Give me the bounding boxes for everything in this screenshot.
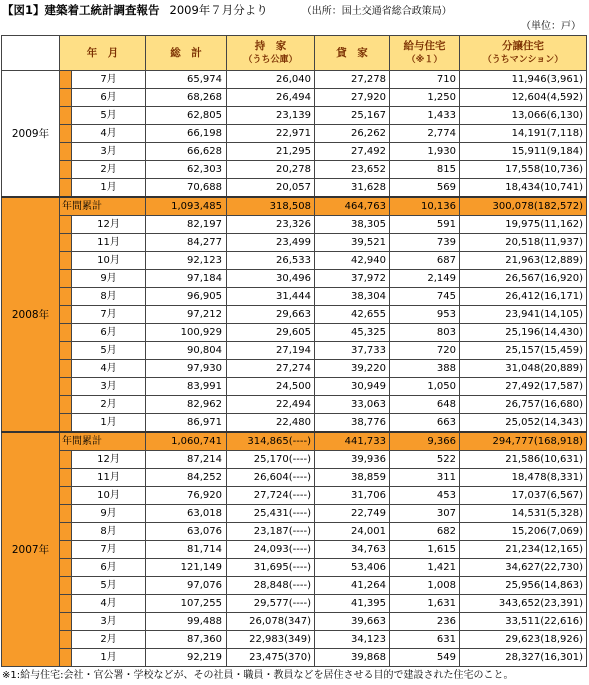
table-row bbox=[2, 396, 587, 414]
total-cell: 82,197 bbox=[146, 216, 227, 234]
rental-cell: 34,763 bbox=[315, 541, 390, 559]
sale-cell: 300,078(182,572) bbox=[460, 197, 587, 216]
owned-cell: 23,475(370) bbox=[227, 649, 315, 667]
month-cell: 9月 bbox=[72, 505, 146, 523]
company-cell: 687 bbox=[390, 252, 460, 270]
rental-cell: 37,972 bbox=[315, 270, 390, 288]
company-cell: 631 bbox=[390, 631, 460, 649]
header-total: 総 計 bbox=[146, 36, 227, 71]
rental-cell: 33,063 bbox=[315, 396, 390, 414]
owned-cell: 28,848(----) bbox=[227, 577, 315, 595]
table-header-row bbox=[2, 36, 587, 71]
month-cell: 3月 bbox=[72, 143, 146, 161]
footnote: ※1:給与住宅:会社・官公署・学校などが、その社員・職員・教員などを居住させる目的で建設された住宅のこと。 bbox=[2, 670, 514, 681]
sale-cell: 33,511(22,616) bbox=[460, 613, 587, 631]
sale-cell: 25,052(14,343) bbox=[460, 414, 587, 433]
month-cell: 1月 bbox=[72, 649, 146, 667]
company-cell: 720 bbox=[390, 342, 460, 360]
owned-cell: 29,605 bbox=[227, 324, 315, 342]
month-cell: 2月 bbox=[72, 631, 146, 649]
table-row bbox=[2, 71, 587, 89]
rental-cell: 34,123 bbox=[315, 631, 390, 649]
rental-cell: 41,264 bbox=[315, 577, 390, 595]
sale-cell: 18,434(10,741) bbox=[460, 179, 587, 198]
month-cell: 4月 bbox=[72, 360, 146, 378]
rental-cell: 22,749 bbox=[315, 505, 390, 523]
company-cell: 803 bbox=[390, 324, 460, 342]
header-corner bbox=[2, 36, 60, 71]
company-cell: 1,421 bbox=[390, 559, 460, 577]
total-cell: 97,184 bbox=[146, 270, 227, 288]
sale-cell: 21,963(12,889) bbox=[460, 252, 587, 270]
rental-cell: 39,663 bbox=[315, 613, 390, 631]
rental-cell: 42,655 bbox=[315, 306, 390, 324]
owned-cell: 26,078(347) bbox=[227, 613, 315, 631]
sale-cell: 18,478(8,331) bbox=[460, 469, 587, 487]
sale-cell: 25,157(15,459) bbox=[460, 342, 587, 360]
group-stripe bbox=[60, 559, 72, 577]
group-stripe bbox=[60, 505, 72, 523]
table-row bbox=[2, 360, 587, 378]
group-stripe bbox=[60, 414, 72, 433]
group-stripe bbox=[60, 161, 72, 179]
sale-cell: 25,956(14,863) bbox=[460, 577, 587, 595]
sale-cell: 15,206(7,069) bbox=[460, 523, 587, 541]
total-cell: 92,123 bbox=[146, 252, 227, 270]
group-stripe bbox=[60, 125, 72, 143]
rental-cell: 441,733 bbox=[315, 432, 390, 451]
sale-cell: 14,191(7,118) bbox=[460, 125, 587, 143]
rental-cell: 38,305 bbox=[315, 216, 390, 234]
sale-cell: 25,196(14,430) bbox=[460, 324, 587, 342]
rental-cell: 38,776 bbox=[315, 414, 390, 433]
rental-cell: 38,304 bbox=[315, 288, 390, 306]
company-cell: 1,250 bbox=[390, 89, 460, 107]
table-row bbox=[2, 179, 587, 198]
company-cell: 2,774 bbox=[390, 125, 460, 143]
month-cell: 2月 bbox=[72, 396, 146, 414]
sale-cell: 17,037(6,567) bbox=[460, 487, 587, 505]
rental-cell: 25,167 bbox=[315, 107, 390, 125]
company-cell: 10,136 bbox=[390, 197, 460, 216]
company-cell: 549 bbox=[390, 649, 460, 667]
table-row bbox=[2, 631, 587, 649]
company-cell: 953 bbox=[390, 306, 460, 324]
sale-cell: 29,623(18,926) bbox=[460, 631, 587, 649]
month-cell: 11月 bbox=[72, 234, 146, 252]
company-cell: 591 bbox=[390, 216, 460, 234]
header-company-sub: （※１） bbox=[406, 55, 443, 65]
total-cell: 63,076 bbox=[146, 523, 227, 541]
sale-cell: 19,975(11,162) bbox=[460, 216, 587, 234]
cumulative-row bbox=[2, 432, 587, 451]
table-row bbox=[2, 270, 587, 288]
group-stripe bbox=[60, 649, 72, 667]
rental-cell: 27,492 bbox=[315, 143, 390, 161]
group-stripe bbox=[60, 143, 72, 161]
table-row bbox=[2, 161, 587, 179]
title-main: 【図1】建築着工統計調査報告 bbox=[2, 3, 160, 17]
sale-cell: 26,757(16,680) bbox=[460, 396, 587, 414]
group-stripe bbox=[60, 216, 72, 234]
rental-cell: 27,920 bbox=[315, 89, 390, 107]
company-cell: 1,008 bbox=[390, 577, 460, 595]
rental-cell: 42,940 bbox=[315, 252, 390, 270]
group-stripe bbox=[60, 469, 72, 487]
owned-cell: 318,508 bbox=[227, 197, 315, 216]
total-cell: 97,076 bbox=[146, 577, 227, 595]
header-owned-label: 持 家 bbox=[254, 40, 287, 52]
company-cell: 815 bbox=[390, 161, 460, 179]
company-cell: 522 bbox=[390, 451, 460, 469]
owned-cell: 23,187(----) bbox=[227, 523, 315, 541]
year-label: 2007年 bbox=[2, 432, 60, 667]
group-stripe bbox=[60, 342, 72, 360]
group-stripe bbox=[60, 89, 72, 107]
table-row bbox=[2, 143, 587, 161]
total-cell: 66,628 bbox=[146, 143, 227, 161]
total-cell: 86,971 bbox=[146, 414, 227, 433]
owned-cell: 20,278 bbox=[227, 161, 315, 179]
group-stripe bbox=[60, 595, 72, 613]
month-cell: 8月 bbox=[72, 288, 146, 306]
month-cell: 5月 bbox=[72, 577, 146, 595]
table-row bbox=[2, 559, 587, 577]
sale-cell: 21,234(12,165) bbox=[460, 541, 587, 559]
rental-cell: 464,763 bbox=[315, 197, 390, 216]
table-row bbox=[2, 306, 587, 324]
month-cell: 3月 bbox=[72, 378, 146, 396]
group-stripe bbox=[60, 234, 72, 252]
group-stripe bbox=[60, 306, 72, 324]
total-cell: 62,805 bbox=[146, 107, 227, 125]
unit-label: （単位：戸） bbox=[521, 21, 581, 32]
total-cell: 62,303 bbox=[146, 161, 227, 179]
rental-cell: 31,706 bbox=[315, 487, 390, 505]
company-cell: 1,433 bbox=[390, 107, 460, 125]
total-cell: 1,093,485 bbox=[146, 197, 227, 216]
sale-cell: 23,941(14,105) bbox=[460, 306, 587, 324]
group-stripe bbox=[60, 523, 72, 541]
sale-cell: 12,604(4,592) bbox=[460, 89, 587, 107]
group-stripe bbox=[60, 613, 72, 631]
company-cell: 236 bbox=[390, 613, 460, 631]
table-row bbox=[2, 595, 587, 613]
company-cell: 2,149 bbox=[390, 270, 460, 288]
company-cell: 311 bbox=[390, 469, 460, 487]
group-stripe bbox=[60, 270, 72, 288]
sale-cell: 15,911(9,184) bbox=[460, 143, 587, 161]
month-cell: 1月 bbox=[72, 179, 146, 198]
table-row bbox=[2, 649, 587, 667]
owned-cell: 22,480 bbox=[227, 414, 315, 433]
cumulative-label: 年間累計 bbox=[60, 197, 146, 216]
total-cell: 97,212 bbox=[146, 306, 227, 324]
total-cell: 65,974 bbox=[146, 71, 227, 89]
total-cell: 84,277 bbox=[146, 234, 227, 252]
company-cell: 1,050 bbox=[390, 378, 460, 396]
company-cell: 710 bbox=[390, 71, 460, 89]
table-row bbox=[2, 216, 587, 234]
group-stripe bbox=[60, 288, 72, 306]
month-cell: 9月 bbox=[72, 270, 146, 288]
owned-cell: 25,170(----) bbox=[227, 451, 315, 469]
total-cell: 84,252 bbox=[146, 469, 227, 487]
group-stripe bbox=[60, 360, 72, 378]
owned-cell: 31,444 bbox=[227, 288, 315, 306]
month-cell: 4月 bbox=[72, 125, 146, 143]
table-body bbox=[2, 71, 587, 667]
total-cell: 70,688 bbox=[146, 179, 227, 198]
rental-cell: 24,001 bbox=[315, 523, 390, 541]
month-cell: 4月 bbox=[72, 595, 146, 613]
housing-starts-table bbox=[1, 35, 587, 667]
owned-cell: 20,057 bbox=[227, 179, 315, 198]
month-cell: 6月 bbox=[72, 559, 146, 577]
company-cell: 569 bbox=[390, 179, 460, 198]
rental-cell: 53,406 bbox=[315, 559, 390, 577]
owned-cell: 23,139 bbox=[227, 107, 315, 125]
table-row bbox=[2, 288, 587, 306]
month-cell: 6月 bbox=[72, 89, 146, 107]
rental-cell: 30,949 bbox=[315, 378, 390, 396]
group-stripe bbox=[60, 487, 72, 505]
table-row bbox=[2, 342, 587, 360]
rental-cell: 37,733 bbox=[315, 342, 390, 360]
sale-cell: 294,777(168,918) bbox=[460, 432, 587, 451]
table-row bbox=[2, 252, 587, 270]
group-stripe bbox=[60, 577, 72, 595]
owned-cell: 26,040 bbox=[227, 71, 315, 89]
sale-cell: 21,586(10,631) bbox=[460, 451, 587, 469]
rental-cell: 39,521 bbox=[315, 234, 390, 252]
owned-cell: 27,274 bbox=[227, 360, 315, 378]
owned-cell: 27,724(----) bbox=[227, 487, 315, 505]
title-source: （出所：国土交通省総合政策局） bbox=[301, 6, 452, 17]
company-cell: 745 bbox=[390, 288, 460, 306]
owned-cell: 26,604(----) bbox=[227, 469, 315, 487]
owned-cell: 24,500 bbox=[227, 378, 315, 396]
header-rental: 貸 家 bbox=[315, 36, 390, 71]
month-cell: 6月 bbox=[72, 324, 146, 342]
group-stripe bbox=[60, 396, 72, 414]
group-stripe bbox=[60, 324, 72, 342]
sale-cell: 17,558(10,736) bbox=[460, 161, 587, 179]
sale-cell: 20,518(11,937) bbox=[460, 234, 587, 252]
group-stripe bbox=[60, 541, 72, 559]
rental-cell: 31,628 bbox=[315, 179, 390, 198]
table-row bbox=[2, 414, 587, 433]
year-label: 2009年 bbox=[2, 71, 60, 198]
total-cell: 107,255 bbox=[146, 595, 227, 613]
owned-cell: 26,533 bbox=[227, 252, 315, 270]
header-owned bbox=[227, 36, 315, 71]
sale-cell: 26,412(16,171) bbox=[460, 288, 587, 306]
header-sale-sub: （うちマンション） bbox=[482, 55, 564, 65]
sale-cell: 343,652(23,391) bbox=[460, 595, 587, 613]
company-cell: 739 bbox=[390, 234, 460, 252]
header-month: 年 月 bbox=[60, 36, 146, 71]
month-cell: 11月 bbox=[72, 469, 146, 487]
month-cell: 10月 bbox=[72, 252, 146, 270]
table-row bbox=[2, 324, 587, 342]
company-cell: 453 bbox=[390, 487, 460, 505]
company-cell: 648 bbox=[390, 396, 460, 414]
rental-cell: 39,220 bbox=[315, 360, 390, 378]
month-cell: 7月 bbox=[72, 541, 146, 559]
month-cell: 8月 bbox=[72, 523, 146, 541]
table-row bbox=[2, 505, 587, 523]
rental-cell: 38,859 bbox=[315, 469, 390, 487]
total-cell: 76,920 bbox=[146, 487, 227, 505]
group-stripe bbox=[60, 107, 72, 125]
total-cell: 87,360 bbox=[146, 631, 227, 649]
table-row bbox=[2, 613, 587, 631]
owned-cell: 314,865(----) bbox=[227, 432, 315, 451]
company-cell: 307 bbox=[390, 505, 460, 523]
month-cell: 1月 bbox=[72, 414, 146, 433]
total-cell: 68,268 bbox=[146, 89, 227, 107]
group-stripe bbox=[60, 631, 72, 649]
table-row bbox=[2, 107, 587, 125]
group-stripe bbox=[60, 179, 72, 198]
total-cell: 99,488 bbox=[146, 613, 227, 631]
owned-cell: 22,971 bbox=[227, 125, 315, 143]
cumulative-label: 年間累計 bbox=[60, 432, 146, 451]
company-cell: 1,631 bbox=[390, 595, 460, 613]
table-row bbox=[2, 469, 587, 487]
header-sale-label: 分譲住宅 bbox=[502, 40, 544, 52]
table-row bbox=[2, 234, 587, 252]
total-cell: 66,198 bbox=[146, 125, 227, 143]
month-cell: 2月 bbox=[72, 161, 146, 179]
table-row bbox=[2, 523, 587, 541]
month-cell: 7月 bbox=[72, 71, 146, 89]
cumulative-row bbox=[2, 197, 587, 216]
group-stripe bbox=[60, 71, 72, 89]
sale-cell: 14,531(5,328) bbox=[460, 505, 587, 523]
total-cell: 63,018 bbox=[146, 505, 227, 523]
owned-cell: 21,295 bbox=[227, 143, 315, 161]
group-stripe bbox=[60, 378, 72, 396]
table-row bbox=[2, 577, 587, 595]
company-cell: 663 bbox=[390, 414, 460, 433]
owned-cell: 23,499 bbox=[227, 234, 315, 252]
rental-cell: 39,868 bbox=[315, 649, 390, 667]
total-cell: 87,214 bbox=[146, 451, 227, 469]
table-row bbox=[2, 89, 587, 107]
group-stripe bbox=[60, 451, 72, 469]
month-cell: 5月 bbox=[72, 342, 146, 360]
month-cell: 7月 bbox=[72, 306, 146, 324]
rental-cell: 41,395 bbox=[315, 595, 390, 613]
sale-cell: 11,946(3,961) bbox=[460, 71, 587, 89]
rental-cell: 45,325 bbox=[315, 324, 390, 342]
company-cell: 388 bbox=[390, 360, 460, 378]
sale-cell: 34,627(22,730) bbox=[460, 559, 587, 577]
total-cell: 100,929 bbox=[146, 324, 227, 342]
owned-cell: 27,194 bbox=[227, 342, 315, 360]
report-title bbox=[2, 2, 452, 18]
total-cell: 81,714 bbox=[146, 541, 227, 559]
table-row bbox=[2, 451, 587, 469]
rental-cell: 39,936 bbox=[315, 451, 390, 469]
header-sale bbox=[460, 36, 587, 71]
title-period: 2009年７月分より bbox=[169, 3, 268, 17]
company-cell: 9,366 bbox=[390, 432, 460, 451]
total-cell: 97,930 bbox=[146, 360, 227, 378]
owned-cell: 23,326 bbox=[227, 216, 315, 234]
rental-cell: 27,278 bbox=[315, 71, 390, 89]
header-company-label: 給与住宅 bbox=[403, 40, 446, 52]
month-cell: 12月 bbox=[72, 451, 146, 469]
year-label: 2008年 bbox=[2, 197, 60, 432]
total-cell: 92,219 bbox=[146, 649, 227, 667]
group-stripe bbox=[60, 252, 72, 270]
owned-cell: 30,496 bbox=[227, 270, 315, 288]
company-cell: 682 bbox=[390, 523, 460, 541]
rental-cell: 26,262 bbox=[315, 125, 390, 143]
owned-cell: 22,983(349) bbox=[227, 631, 315, 649]
total-cell: 96,905 bbox=[146, 288, 227, 306]
sale-cell: 28,327(16,301) bbox=[460, 649, 587, 667]
sale-cell: 26,567(16,920) bbox=[460, 270, 587, 288]
total-cell: 90,804 bbox=[146, 342, 227, 360]
total-cell: 82,962 bbox=[146, 396, 227, 414]
month-cell: 5月 bbox=[72, 107, 146, 125]
owned-cell: 25,431(----) bbox=[227, 505, 315, 523]
month-cell: 3月 bbox=[72, 613, 146, 631]
month-cell: 10月 bbox=[72, 487, 146, 505]
company-cell: 1,930 bbox=[390, 143, 460, 161]
table-row bbox=[2, 378, 587, 396]
table-row bbox=[2, 541, 587, 559]
sale-cell: 13,066(6,130) bbox=[460, 107, 587, 125]
total-cell: 1,060,741 bbox=[146, 432, 227, 451]
company-cell: 1,615 bbox=[390, 541, 460, 559]
rental-cell: 23,652 bbox=[315, 161, 390, 179]
owned-cell: 31,695(----) bbox=[227, 559, 315, 577]
sale-cell: 31,048(20,889) bbox=[460, 360, 587, 378]
header-company bbox=[390, 36, 460, 71]
table-row bbox=[2, 125, 587, 143]
owned-cell: 22,494 bbox=[227, 396, 315, 414]
owned-cell: 24,093(----) bbox=[227, 541, 315, 559]
total-cell: 121,149 bbox=[146, 559, 227, 577]
owned-cell: 29,577(----) bbox=[227, 595, 315, 613]
header-owned-sub: （うち公庫） bbox=[243, 55, 298, 65]
sale-cell: 27,492(17,587) bbox=[460, 378, 587, 396]
month-cell: 12月 bbox=[72, 216, 146, 234]
owned-cell: 29,663 bbox=[227, 306, 315, 324]
owned-cell: 26,494 bbox=[227, 89, 315, 107]
total-cell: 83,991 bbox=[146, 378, 227, 396]
table-row bbox=[2, 487, 587, 505]
